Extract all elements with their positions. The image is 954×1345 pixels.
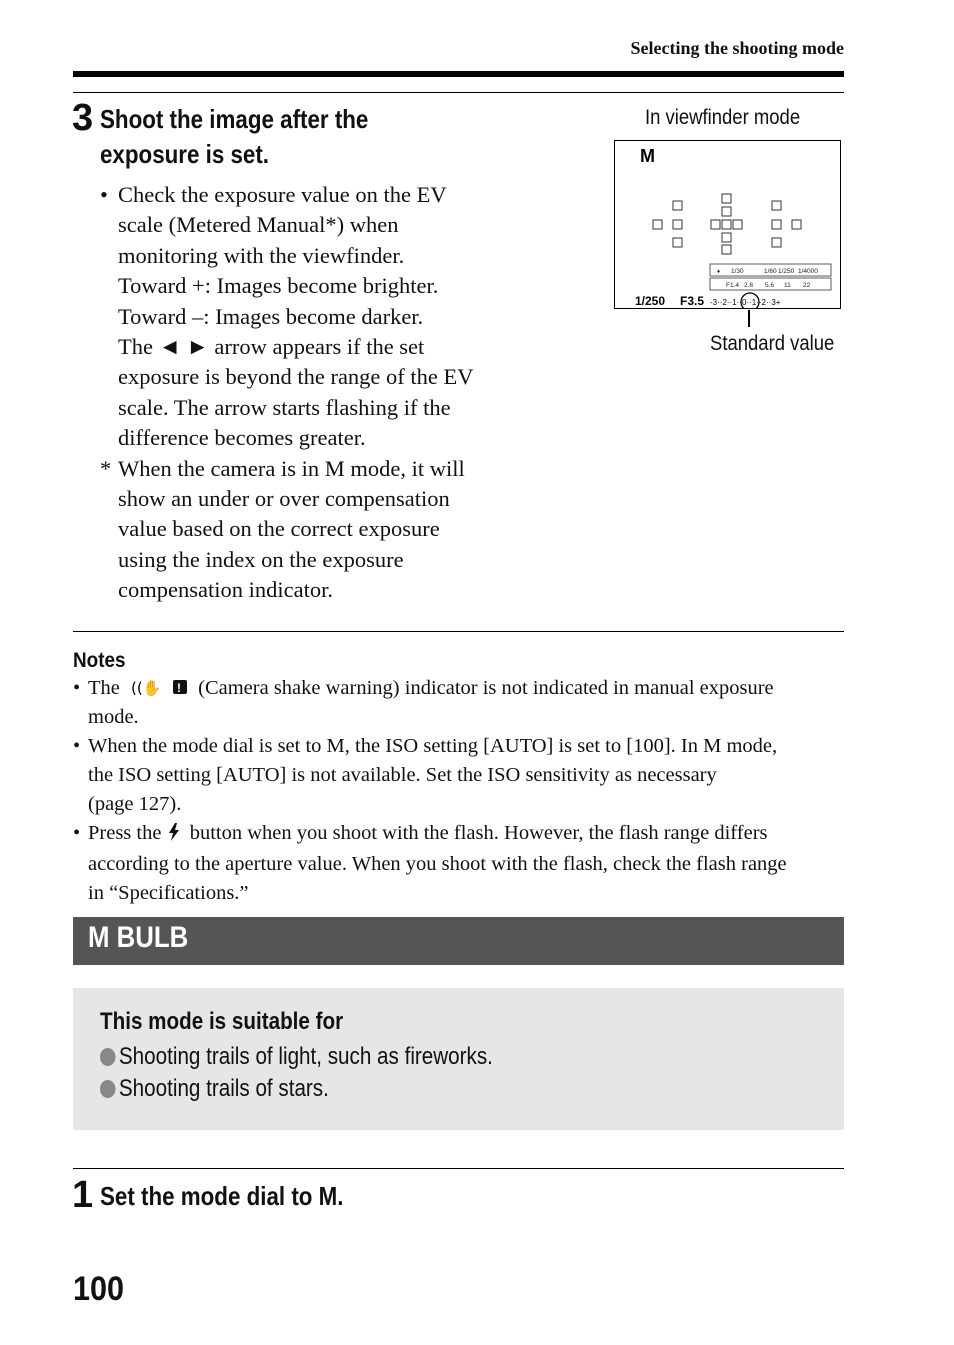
step-3-instructions (100, 180, 510, 606)
instruction-line: monitoring with the viewfinder. (118, 242, 405, 268)
instruction-line: scale. The arrow starts flashing if the (118, 394, 451, 420)
notes-list (73, 674, 844, 908)
instruction-line: scale (Metered Manual*) when (118, 212, 399, 238)
svg-text:2.8: 2.8 (743, 281, 753, 289)
viewfinder-mode-label: M (639, 145, 655, 166)
svg-text:11: 11 (783, 281, 791, 289)
instruction-item (100, 180, 510, 454)
standard-value-caption: Standard value (710, 332, 835, 355)
footnote-item (100, 454, 510, 606)
flash-icon (167, 821, 185, 850)
header-rule-thick (73, 71, 844, 77)
step-1-title: Set the mode dial to M. (100, 1181, 344, 1211)
suitable-item: Shooting trails of stars. (100, 1075, 329, 1103)
footnote-line: show an under or over compensation (118, 486, 450, 512)
asterisk-mark: * (100, 455, 112, 481)
viewfinder-graphic (614, 140, 841, 309)
svg-text:1/30: 1/30 (730, 267, 744, 275)
svg-text:1/4000: 1/4000 (797, 267, 818, 275)
notes-rule (73, 631, 844, 632)
af-points (653, 194, 801, 254)
section-title: M BULB (88, 921, 189, 954)
bullet-mark: • (100, 182, 108, 207)
svg-text:1/250: 1/250 (777, 267, 794, 275)
suitable-item: Shooting trails of light, such as fireworks. (100, 1043, 493, 1071)
viewfinder-display (614, 140, 841, 309)
svg-text:F1.4: F1.4 (725, 281, 739, 289)
step-3-title-line-2: exposure is set. (100, 139, 270, 169)
instruction-line: The ◄ ► arrow appears if the set (118, 334, 425, 360)
svg-text:((✋: ((✋ (131, 679, 162, 697)
camera-shake-icon (125, 677, 193, 697)
instruction-line: Check the exposure value on the EV (118, 182, 447, 207)
footnote-line: value based on the correct exposure (118, 516, 440, 542)
note-item: • When the mode dial is set to M, the ISO setting [AUTO] is set to [100]. In M mode, the ISO setting [AUTO] is not available. Set the ISO sensitivity as necessary (page 127). (73, 732, 844, 819)
note-line: the ISO setting [AUTO] is not available. Set the ISO sensitivity as necessary (88, 764, 717, 786)
footnote-line: using the index on the exposure (118, 546, 404, 572)
note-line: mode. (88, 706, 139, 728)
note-line: according to the aperture value. When you shoot with the flash, check the flash range (88, 853, 787, 875)
section-header-bar (73, 917, 844, 965)
exposure-scales (710, 264, 831, 290)
note-item: • The ((✋ ! (Camera shake warning) indicator is not indicated in manual exposure mode. (73, 674, 844, 732)
standard-value-leader-line (748, 310, 750, 327)
instruction-line: Toward +: Images become brighter. (118, 273, 439, 299)
header-rule-thin (73, 92, 844, 93)
note-line: in “Specifications.” (88, 882, 249, 904)
svg-text:5.6: 5.6 (764, 281, 774, 289)
step-1-number: 1 (72, 1174, 94, 1216)
note-line: (page 127). (88, 793, 182, 815)
svg-text:♦: ♦ (716, 268, 720, 275)
viewfinder-aperture: F3.5 (679, 293, 704, 308)
viewfinder-caption: In viewfinder mode (645, 106, 801, 129)
footnote-line: compensation indicator. (118, 577, 333, 603)
step-3-title-line-1: Shoot the image after the (100, 104, 369, 134)
step-1-rule (73, 1168, 844, 1169)
svg-text:!: ! (177, 681, 181, 695)
instruction-line: Toward –: Images become darker. (118, 303, 424, 329)
viewfinder-shutter: 1/250 (634, 293, 665, 308)
svg-text:22: 22 (802, 281, 810, 289)
bullet-dot-icon (100, 1080, 115, 1098)
page-number: 100 (73, 1270, 125, 1308)
bullet-dot-icon (100, 1048, 115, 1066)
step-3-number: 3 (72, 97, 94, 139)
footnote-line: When the camera is in M mode, it will (118, 455, 465, 481)
instruction-line: difference becomes greater. (118, 425, 366, 451)
running-header: Selecting the shooting mode (630, 38, 844, 58)
note-item: • Press the button when you shoot with the flash. However, the flash range differs according to the aperture value. When you shoot with the flash, check the flash range in “Specifications.” (73, 819, 844, 908)
note-text: The (88, 677, 125, 699)
notes-heading: Notes (73, 649, 126, 672)
viewfinder-ev-scale: -3··2··1··0··1··2··3+ (709, 297, 780, 307)
suitable-for-heading: This mode is suitable for (100, 1008, 344, 1035)
instruction-line: exposure is beyond the range of the EV (118, 364, 474, 390)
note-line: When the mode dial is set to M, the ISO setting [AUTO] is set to [100]. In M mode, (88, 735, 778, 757)
svg-text:1/60: 1/60 (763, 267, 777, 275)
